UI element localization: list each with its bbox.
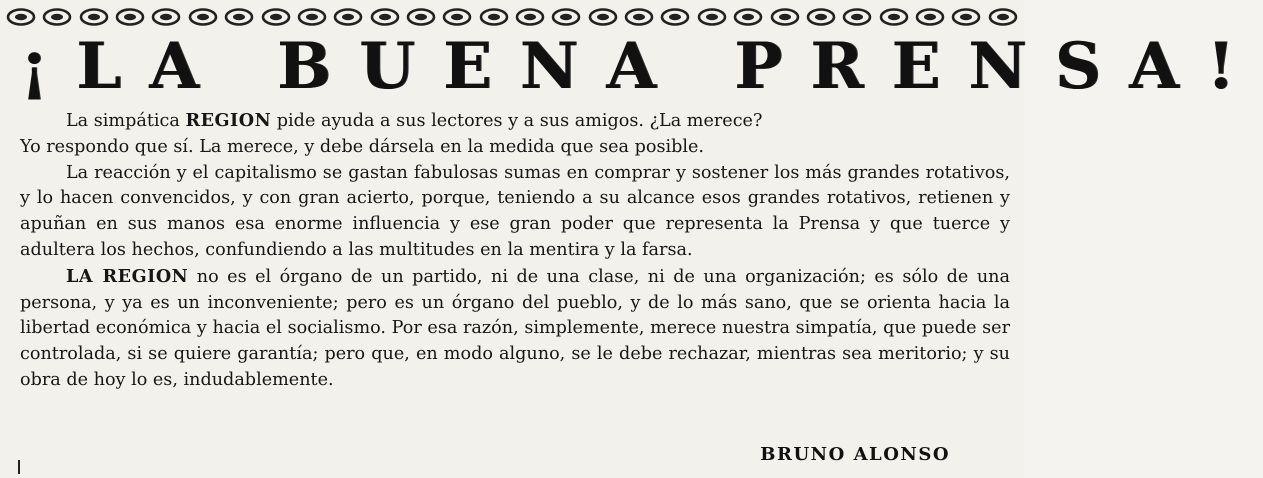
author-signature: BRUNO ALONSO: [760, 444, 950, 465]
ornament-link-icon: [660, 8, 690, 26]
ornament-link-icon: [624, 8, 654, 26]
ornament-link-icon: [697, 8, 727, 26]
paragraph-3: La reacción y el capitalismo se gastan fabulosas sumas en comprar y sostener los más grandes rotativos, y lo hacen convencidos, y con gran acierto, porque, teniendo a su alcance esos grandes rotativos, retienen y apuñan en sus manos esa enorme influencia y ese gran poder que representa la Prensa y que tuerce y adultera los hechos, confundiendo a las multitudes en la mentira y la farsa.: [20, 162, 1010, 260]
ornament-link-icon: [333, 8, 363, 26]
ornament-link-icon: [297, 8, 327, 26]
ornament-link-icon: [879, 8, 909, 26]
ornament-link-icon: [588, 8, 618, 26]
ornament-link-icon: [115, 8, 145, 26]
headline: ¡LA BUENA PRENSA!: [20, 29, 1263, 104]
decorative-border: [6, 4, 1018, 30]
ornament-link-icon: [42, 8, 72, 26]
ornament-link-icon: [842, 8, 872, 26]
ornament-link-icon: [406, 8, 436, 26]
ornament-link-icon: [479, 8, 509, 26]
ornament-link-icon: [515, 8, 545, 26]
ornament-link-icon: [733, 8, 763, 26]
ornament-link-icon: [370, 8, 400, 26]
ornament-link-icon: [79, 8, 109, 26]
paragraph-2: Yo respondo que sí. La merece, y debe dársela en la medida que sea posible.: [20, 136, 705, 157]
ornament-link-icon: [951, 8, 981, 26]
ornament-link-icon: [915, 8, 945, 26]
ornament-link-icon: [261, 8, 291, 26]
ornament-link-icon: [551, 8, 581, 26]
ornament-link-icon: [6, 8, 36, 26]
paragraph-4: [20, 264, 1010, 394]
ornament-link-icon: [806, 8, 836, 26]
ornament-link-icon: [224, 8, 254, 26]
paragraph-4-newspaper-name: LA REGION: [66, 265, 189, 287]
paragraph-1: [20, 108, 1010, 135]
paragraph-1-rest: pide ayuda a sus lectores y a sus amigos. ¿La merece?: [271, 111, 763, 131]
paragraph-1-lead: La simpática: [66, 111, 186, 131]
article-body: [20, 108, 1010, 394]
ornament-link-icon: [151, 8, 181, 26]
ornament-link-icon: [442, 8, 472, 26]
ornament-link-icon: [988, 8, 1018, 26]
left-edge-mark: [18, 460, 20, 474]
paragraph-4-rest: no es el órgano de un partido, ni de una clase, ni de una organización; es sólo de una persona, y ya es un inconveniente; pero es un órgano del pueblo, y de lo más sano, que se orienta hacia la libertad económica y hacia el socialismo. Por esa razón, simplemente, merece nuestra simpatía, que puede ser controlada, si se quiere garantía; pero que, en modo alguno, se le debe rechazar, mientras sea meritorio; y su obra de hoy lo es, indudablemente.: [20, 266, 1010, 390]
ornament-link-icon: [188, 8, 218, 26]
ornament-link-icon: [770, 8, 800, 26]
paragraph-1-newspaper-name: REGION: [185, 110, 272, 131]
